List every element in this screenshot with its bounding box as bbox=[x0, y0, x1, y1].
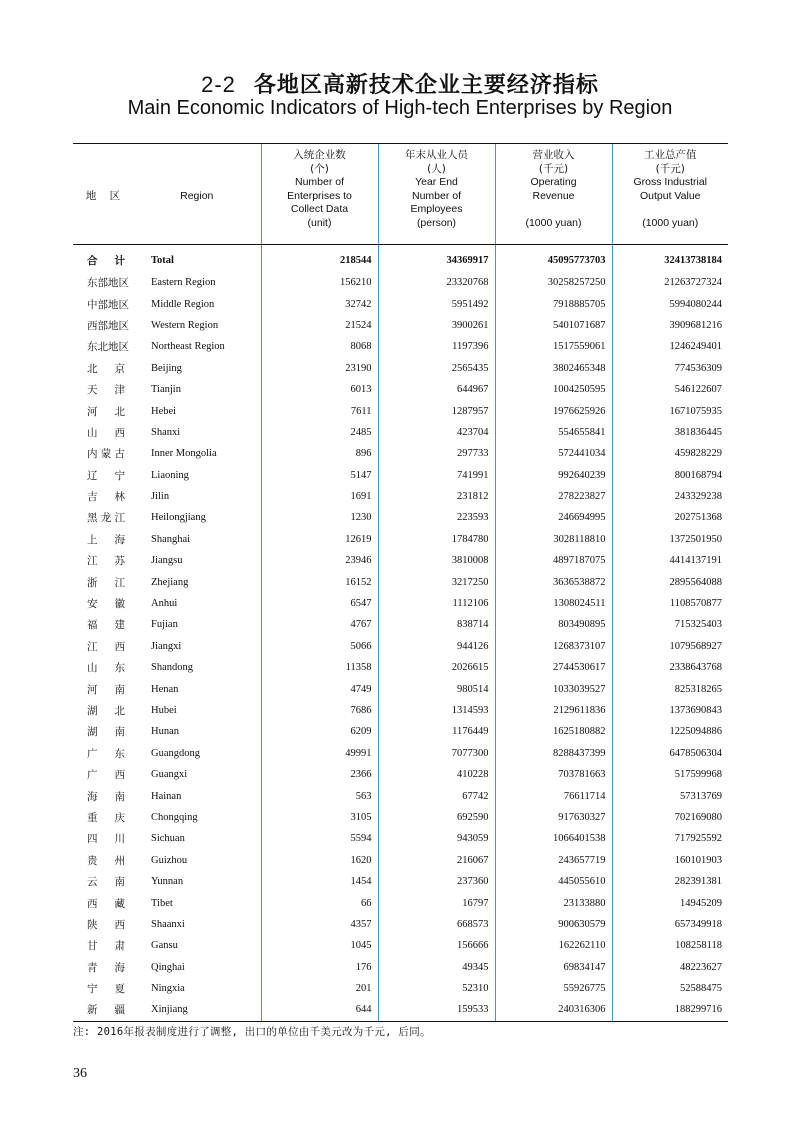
employees-cell: 410228 bbox=[378, 764, 495, 785]
region-en: Liaoning bbox=[151, 469, 189, 481]
header-revenue-cn-unit: (千元) bbox=[538, 162, 569, 175]
table-row bbox=[73, 358, 728, 379]
table-body bbox=[73, 245, 728, 1021]
table-row bbox=[73, 293, 728, 314]
employees-cell: 216067 bbox=[378, 850, 495, 871]
region-cn: 西部地区 bbox=[87, 319, 129, 332]
region-cn: 浙江 bbox=[87, 576, 125, 589]
region-en: Guangxi bbox=[151, 769, 188, 781]
employees-cell: 668573 bbox=[378, 914, 495, 935]
employees-cell: 423704 bbox=[378, 422, 495, 443]
enterprises-cell: 5066 bbox=[261, 636, 378, 657]
output-cell: 21263727324 bbox=[612, 272, 728, 293]
table-row bbox=[73, 850, 728, 871]
region-cn: 天津 bbox=[87, 384, 125, 397]
output-cell: 1671075935 bbox=[612, 400, 728, 421]
header-output-unit: (1000 yuan) bbox=[642, 216, 699, 229]
header-employees-en-3: Employees bbox=[410, 203, 463, 215]
header-enterprises-en-2: Enterprises to bbox=[287, 189, 352, 202]
employees-cell: 223593 bbox=[378, 507, 495, 528]
employees-cell: 231812 bbox=[378, 486, 495, 507]
table-row bbox=[73, 678, 728, 699]
region-en: Heilongjiang bbox=[151, 512, 206, 524]
region-en: Shanxi bbox=[151, 426, 181, 438]
region-en: Northeast Region bbox=[151, 341, 225, 353]
table-row bbox=[73, 379, 728, 400]
header-revenue-unit: (1000 yuan) bbox=[525, 216, 582, 229]
table-title-cn bbox=[0, 68, 800, 99]
enterprises-cell: 201 bbox=[261, 978, 378, 999]
output-cell: 160101903 bbox=[612, 850, 728, 871]
enterprises-cell: 66 bbox=[261, 892, 378, 913]
employees-cell: 1112106 bbox=[378, 593, 495, 614]
enterprises-cell: 3105 bbox=[261, 807, 378, 828]
output-cell: 1373690843 bbox=[612, 700, 728, 721]
region-cn: 湖南 bbox=[87, 726, 125, 739]
output-cell: 1372501950 bbox=[612, 529, 728, 550]
header-output bbox=[612, 144, 728, 245]
table-row bbox=[73, 272, 728, 293]
enterprises-cell: 563 bbox=[261, 785, 378, 806]
revenue-cell: 900630579 bbox=[495, 914, 612, 935]
region-cn: 山东 bbox=[87, 662, 125, 675]
enterprises-cell: 21524 bbox=[261, 315, 378, 336]
enterprises-cell: 644 bbox=[261, 999, 378, 1020]
table-row bbox=[73, 336, 728, 357]
revenue-cell: 2129611836 bbox=[495, 700, 612, 721]
region-cn: 湖北 bbox=[87, 705, 125, 717]
region-en: Total bbox=[151, 255, 174, 266]
region-cn: 宁夏 bbox=[87, 983, 125, 996]
table-header-row bbox=[73, 144, 728, 245]
employees-cell: 3810008 bbox=[378, 550, 495, 571]
output-cell: 4414137191 bbox=[612, 550, 728, 571]
table-number: 2-2 bbox=[201, 72, 236, 97]
output-cell: 32413738184 bbox=[612, 245, 728, 273]
region-en: Chongqing bbox=[151, 811, 198, 823]
header-enterprises-unit: (unit) bbox=[307, 216, 332, 229]
region-cn: 安徽 bbox=[87, 598, 125, 611]
region-cn: 合计 bbox=[87, 255, 125, 267]
revenue-cell: 55926775 bbox=[495, 978, 612, 999]
enterprises-cell: 4767 bbox=[261, 614, 378, 635]
employees-cell: 3900261 bbox=[378, 315, 495, 336]
region-cn: 广东 bbox=[87, 747, 125, 760]
region-cn: 江西 bbox=[87, 640, 125, 653]
region-cn: 新疆 bbox=[87, 1004, 125, 1017]
table-row bbox=[73, 571, 728, 592]
region-cn: 上海 bbox=[87, 533, 125, 546]
revenue-cell: 917630327 bbox=[495, 807, 612, 828]
output-cell: 717925592 bbox=[612, 828, 728, 849]
region-en: Xinjiang bbox=[151, 1004, 188, 1016]
table-row bbox=[73, 957, 728, 978]
table-row bbox=[73, 999, 728, 1020]
revenue-cell: 8288437399 bbox=[495, 743, 612, 764]
region-en: Guangdong bbox=[151, 747, 200, 759]
output-cell: 14945209 bbox=[612, 892, 728, 913]
enterprises-cell: 1230 bbox=[261, 507, 378, 528]
region-en: Qinghai bbox=[151, 961, 185, 973]
header-output-cn: 工业总产值 bbox=[644, 149, 697, 161]
employees-cell: 1287957 bbox=[378, 400, 495, 421]
revenue-cell: 1066401538 bbox=[495, 828, 612, 849]
output-cell: 243329238 bbox=[612, 486, 728, 507]
employees-cell: 1176449 bbox=[378, 721, 495, 742]
region-en: Eastern Region bbox=[151, 277, 216, 289]
employees-cell: 1784780 bbox=[378, 529, 495, 550]
title-cn-text: 各地区高新技术企业主要经济指标 bbox=[253, 73, 599, 98]
revenue-cell: 45095773703 bbox=[495, 245, 612, 273]
revenue-cell: 1308024511 bbox=[495, 593, 612, 614]
region-en: Zhejiang bbox=[151, 576, 189, 588]
region-en: Ningxia bbox=[151, 983, 185, 995]
employees-cell: 16797 bbox=[378, 892, 495, 913]
output-cell: 188299716 bbox=[612, 999, 728, 1020]
table-row bbox=[73, 721, 728, 742]
revenue-cell: 2744530617 bbox=[495, 657, 612, 678]
output-cell: 52588475 bbox=[612, 978, 728, 999]
enterprises-cell: 4357 bbox=[261, 914, 378, 935]
output-cell: 2338643768 bbox=[612, 657, 728, 678]
enterprises-cell: 5594 bbox=[261, 828, 378, 849]
revenue-cell: 7918885705 bbox=[495, 293, 612, 314]
region-cn: 云南 bbox=[87, 876, 125, 889]
revenue-cell: 69834147 bbox=[495, 957, 612, 978]
enterprises-cell: 5147 bbox=[261, 465, 378, 486]
table-row bbox=[73, 422, 728, 443]
output-cell: 715325403 bbox=[612, 614, 728, 635]
region-en: Sichuan bbox=[151, 833, 185, 845]
region-cn: 东北地区 bbox=[87, 341, 129, 354]
header-enterprises-cn: 入统企业数 bbox=[293, 149, 346, 161]
table-row bbox=[73, 892, 728, 913]
region-en: Shaanxi bbox=[151, 918, 185, 930]
output-cell: 108258118 bbox=[612, 935, 728, 956]
employees-cell: 980514 bbox=[378, 678, 495, 699]
employees-cell: 644967 bbox=[378, 379, 495, 400]
table-row bbox=[73, 315, 728, 336]
revenue-cell: 1976625926 bbox=[495, 400, 612, 421]
region-cn: 内蒙古 bbox=[87, 448, 125, 461]
header-employees-cn: 年末从业人员 bbox=[405, 149, 468, 161]
employees-cell: 3217250 bbox=[378, 571, 495, 592]
table-row bbox=[73, 657, 728, 678]
revenue-cell: 4897187075 bbox=[495, 550, 612, 571]
revenue-cell: 5401071687 bbox=[495, 315, 612, 336]
region-en: Hainan bbox=[151, 790, 182, 802]
header-output-cn-unit: (千元) bbox=[655, 162, 685, 175]
output-cell: 3909681216 bbox=[612, 315, 728, 336]
enterprises-cell: 6013 bbox=[261, 379, 378, 400]
employees-cell: 67742 bbox=[378, 785, 495, 806]
region-en: Shandong bbox=[151, 662, 193, 674]
employees-cell: 49345 bbox=[378, 957, 495, 978]
revenue-cell: 803490895 bbox=[495, 614, 612, 635]
enterprises-cell: 32742 bbox=[261, 293, 378, 314]
employees-cell: 159533 bbox=[378, 999, 495, 1020]
region-en: Hubei bbox=[151, 705, 177, 716]
page-number: 36 bbox=[73, 1066, 87, 1081]
header-revenue-en-1: Operating bbox=[530, 176, 577, 188]
revenue-cell: 992640239 bbox=[495, 465, 612, 486]
header-revenue-cn: 营业收入 bbox=[532, 149, 575, 161]
header-employees-cn-unit: (人) bbox=[427, 162, 446, 175]
revenue-cell: 1625180882 bbox=[495, 721, 612, 742]
region-en: Henan bbox=[151, 683, 179, 695]
revenue-cell: 278223827 bbox=[495, 486, 612, 507]
employees-cell: 943059 bbox=[378, 828, 495, 849]
output-cell: 1079568927 bbox=[612, 636, 728, 657]
table-row bbox=[73, 593, 728, 614]
header-employees bbox=[378, 144, 495, 245]
region-cn: 江苏 bbox=[87, 555, 125, 568]
enterprises-cell: 7686 bbox=[261, 700, 378, 721]
header-employees-en-2: Number of bbox=[411, 189, 462, 202]
enterprises-cell: 23190 bbox=[261, 358, 378, 379]
region-en: Guizhou bbox=[151, 854, 188, 866]
enterprises-cell: 7611 bbox=[261, 400, 378, 421]
employees-cell: 1197396 bbox=[378, 336, 495, 357]
region-cn: 陕西 bbox=[87, 918, 125, 931]
header-region-en: Region bbox=[133, 144, 261, 245]
enterprises-cell: 16152 bbox=[261, 571, 378, 592]
region-en: Western Region bbox=[151, 319, 219, 331]
enterprises-cell: 8068 bbox=[261, 336, 378, 357]
revenue-cell: 246694995 bbox=[495, 507, 612, 528]
table-row bbox=[73, 550, 728, 571]
revenue-cell: 162262110 bbox=[495, 935, 612, 956]
region-en: Inner Mongolia bbox=[151, 448, 217, 460]
enterprises-cell: 896 bbox=[261, 443, 378, 464]
enterprises-cell: 156210 bbox=[261, 272, 378, 293]
employees-cell: 2565435 bbox=[378, 358, 495, 379]
table-row bbox=[73, 914, 728, 935]
employees-cell: 2026615 bbox=[378, 657, 495, 678]
table-row bbox=[73, 507, 728, 528]
employees-cell: 5951492 bbox=[378, 293, 495, 314]
employees-cell: 52310 bbox=[378, 978, 495, 999]
table-row bbox=[73, 764, 728, 785]
revenue-cell: 1517559061 bbox=[495, 336, 612, 357]
revenue-cell: 554655841 bbox=[495, 422, 612, 443]
region-cn: 西藏 bbox=[87, 897, 125, 910]
region-cn: 河南 bbox=[87, 683, 125, 696]
revenue-cell: 3636538872 bbox=[495, 571, 612, 592]
region-en: Hebei bbox=[151, 405, 177, 417]
table-row bbox=[73, 700, 728, 721]
table-row bbox=[73, 743, 728, 764]
output-cell: 381836445 bbox=[612, 422, 728, 443]
header-output-en-1: Gross Industrial bbox=[633, 176, 708, 188]
region-cn: 贵州 bbox=[87, 854, 125, 867]
region-en: Jilin bbox=[151, 491, 170, 503]
output-cell: 282391381 bbox=[612, 871, 728, 892]
table-title-en: Main Economic Indicators of High-tech Enterprises by Region bbox=[127, 97, 673, 119]
table-row bbox=[73, 935, 728, 956]
region-cn: 东部地区 bbox=[87, 277, 129, 290]
region-cn: 吉林 bbox=[87, 491, 125, 504]
header-employees-en-1: Year End bbox=[415, 176, 458, 188]
region-en: Jiangxi bbox=[151, 640, 182, 652]
enterprises-cell: 2366 bbox=[261, 764, 378, 785]
output-cell: 2895564088 bbox=[612, 571, 728, 592]
table-row bbox=[73, 978, 728, 999]
region-en: Jiangsu bbox=[151, 555, 183, 567]
output-cell: 48223627 bbox=[612, 957, 728, 978]
table-row bbox=[73, 871, 728, 892]
region-cn: 海南 bbox=[87, 790, 125, 803]
revenue-cell: 1033039527 bbox=[495, 678, 612, 699]
region-cn: 重庆 bbox=[87, 811, 125, 824]
enterprises-cell: 4749 bbox=[261, 678, 378, 699]
enterprises-cell: 6209 bbox=[261, 721, 378, 742]
employees-cell: 23320768 bbox=[378, 272, 495, 293]
output-cell: 825318265 bbox=[612, 678, 728, 699]
output-cell: 702169080 bbox=[612, 807, 728, 828]
region-en: Tibet bbox=[151, 897, 173, 909]
revenue-cell: 240316306 bbox=[495, 999, 612, 1020]
revenue-cell: 445055610 bbox=[495, 871, 612, 892]
employees-cell: 1314593 bbox=[378, 700, 495, 721]
region-cn: 河北 bbox=[87, 405, 125, 418]
statistics-table bbox=[73, 143, 728, 1022]
output-cell: 1246249401 bbox=[612, 336, 728, 357]
employees-cell: 7077300 bbox=[378, 743, 495, 764]
region-cn: 青海 bbox=[87, 961, 125, 974]
header-enterprises bbox=[261, 144, 378, 245]
enterprises-cell: 1691 bbox=[261, 486, 378, 507]
revenue-cell: 23133880 bbox=[495, 892, 612, 913]
table-row bbox=[73, 785, 728, 806]
output-cell: 5994080244 bbox=[612, 293, 728, 314]
footnote: 注: 2016年报表制度进行了调整, 出口的单位由千美元改为千元, 后同。 bbox=[73, 1026, 431, 1038]
revenue-cell: 76611714 bbox=[495, 785, 612, 806]
output-cell: 657349918 bbox=[612, 914, 728, 935]
output-cell: 202751368 bbox=[612, 507, 728, 528]
header-enterprises-en-3: Collect Data bbox=[290, 203, 349, 215]
revenue-cell: 703781663 bbox=[495, 764, 612, 785]
employees-cell: 741991 bbox=[378, 465, 495, 486]
enterprises-cell: 11358 bbox=[261, 657, 378, 678]
region-en: Gansu bbox=[151, 940, 178, 952]
region-en: Anhui bbox=[151, 598, 178, 610]
table-row bbox=[73, 443, 728, 464]
region-cn: 中部地区 bbox=[87, 298, 129, 311]
output-cell: 6478506304 bbox=[612, 743, 728, 764]
region-en: Fujian bbox=[151, 619, 178, 631]
region-en: Tianjin bbox=[151, 384, 181, 396]
enterprises-cell: 2485 bbox=[261, 422, 378, 443]
revenue-cell: 1268373107 bbox=[495, 636, 612, 657]
output-cell: 1225094886 bbox=[612, 721, 728, 742]
header-revenue-en-2: Revenue bbox=[532, 189, 575, 202]
enterprises-cell: 218544 bbox=[261, 245, 378, 273]
output-cell: 546122607 bbox=[612, 379, 728, 400]
enterprises-cell: 12619 bbox=[261, 529, 378, 550]
revenue-cell: 3802465348 bbox=[495, 358, 612, 379]
table-row bbox=[73, 465, 728, 486]
enterprises-cell: 176 bbox=[261, 957, 378, 978]
table-row bbox=[73, 245, 728, 273]
table-row bbox=[73, 529, 728, 550]
header-enterprises-cn-unit: (个) bbox=[310, 162, 329, 175]
output-cell: 459828229 bbox=[612, 443, 728, 464]
region-en: Hunan bbox=[151, 726, 179, 738]
employees-cell: 944126 bbox=[378, 636, 495, 657]
region-cn: 北京 bbox=[87, 362, 125, 375]
table-row bbox=[73, 486, 728, 507]
employees-cell: 156666 bbox=[378, 935, 495, 956]
region-cn: 山西 bbox=[87, 426, 125, 439]
employees-cell: 34369917 bbox=[378, 245, 495, 273]
employees-cell: 692590 bbox=[378, 807, 495, 828]
region-en: Yunnan bbox=[151, 876, 184, 888]
output-cell: 800168794 bbox=[612, 465, 728, 486]
output-cell: 774536309 bbox=[612, 358, 728, 379]
region-cn: 四川 bbox=[87, 833, 125, 846]
table-row bbox=[73, 636, 728, 657]
region-cn: 广西 bbox=[87, 769, 125, 782]
region-cn: 福建 bbox=[87, 619, 125, 632]
revenue-cell: 1004250595 bbox=[495, 379, 612, 400]
revenue-cell: 572441034 bbox=[495, 443, 612, 464]
enterprises-cell: 6547 bbox=[261, 593, 378, 614]
output-cell: 1108570877 bbox=[612, 593, 728, 614]
enterprises-cell: 23946 bbox=[261, 550, 378, 571]
enterprises-cell: 1620 bbox=[261, 850, 378, 871]
header-region-cn: 地 区 bbox=[73, 144, 133, 245]
table-row bbox=[73, 828, 728, 849]
region-cn: 黑龙江 bbox=[87, 512, 125, 525]
header-employees-unit: (person) bbox=[416, 216, 457, 229]
enterprises-cell: 49991 bbox=[261, 743, 378, 764]
revenue-cell: 30258257250 bbox=[495, 272, 612, 293]
output-cell: 517599968 bbox=[612, 764, 728, 785]
table-row bbox=[73, 614, 728, 635]
region-en: Beijing bbox=[151, 362, 182, 374]
header-output-en-2: Output Value bbox=[639, 189, 701, 202]
header-revenue bbox=[495, 144, 612, 245]
revenue-cell: 243657719 bbox=[495, 850, 612, 871]
employees-cell: 297733 bbox=[378, 443, 495, 464]
region-en: Shanghai bbox=[151, 533, 191, 545]
header-enterprises-en-1: Number of bbox=[294, 176, 345, 188]
enterprises-cell: 1045 bbox=[261, 935, 378, 956]
employees-cell: 838714 bbox=[378, 614, 495, 635]
employees-cell: 237360 bbox=[378, 871, 495, 892]
output-cell: 57313769 bbox=[612, 785, 728, 806]
region-cn: 甘肃 bbox=[87, 940, 125, 953]
table-row bbox=[73, 807, 728, 828]
enterprises-cell: 1454 bbox=[261, 871, 378, 892]
region-en: Middle Region bbox=[151, 298, 215, 310]
table-row bbox=[73, 400, 728, 421]
region-cn: 辽宁 bbox=[87, 469, 125, 482]
revenue-cell: 3028118810 bbox=[495, 529, 612, 550]
